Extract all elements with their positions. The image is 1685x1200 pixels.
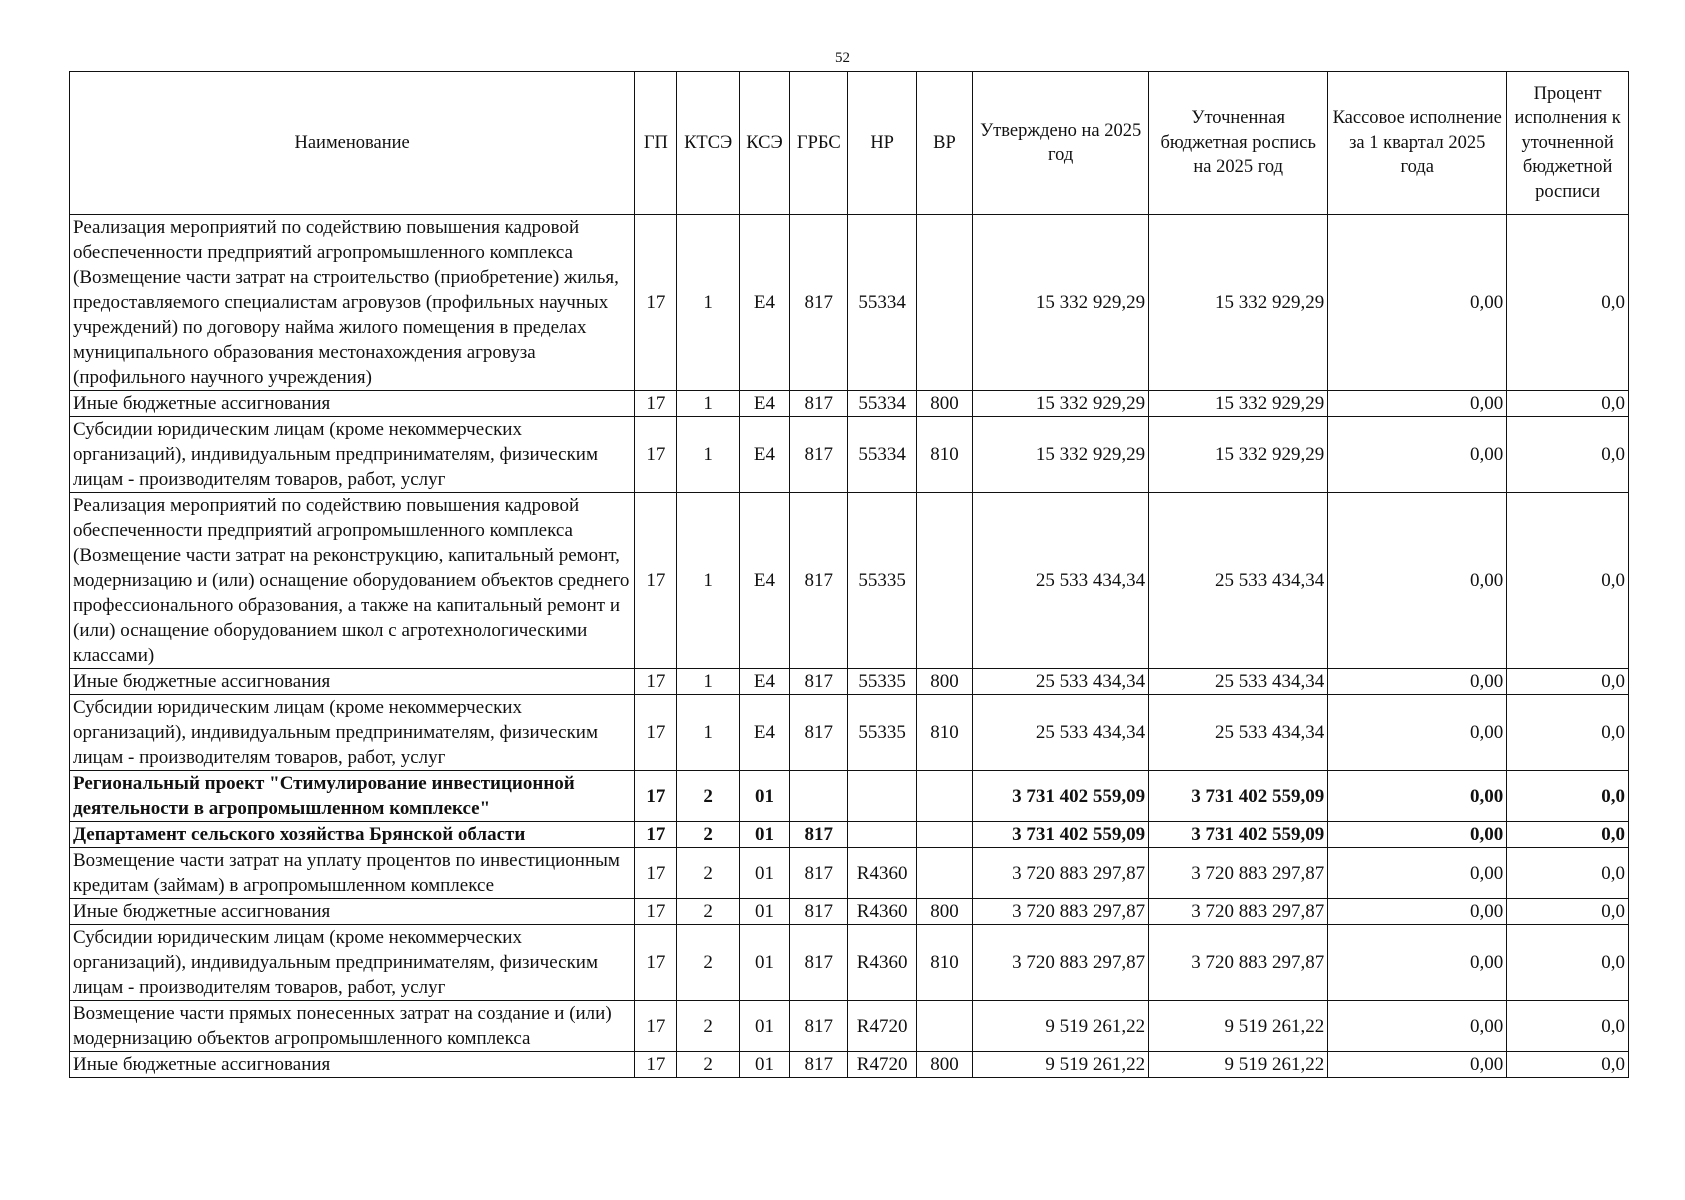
budget-execution-table [69,71,1629,1078]
cell-refined: 3 720 883 297,87 [1149,899,1328,925]
cell-ktse: 2 [677,925,739,1001]
cell-percent: 0,0 [1507,695,1629,771]
cell-refined: 15 332 929,29 [1149,417,1328,493]
cell-approved: 25 533 434,34 [973,493,1149,669]
cell-grbs: 817 [790,391,848,417]
cell-grbs: 817 [790,925,848,1001]
cell-cash: 0,00 [1328,771,1507,822]
cell-kse: Е4 [739,493,789,669]
cell-approved: 25 533 434,34 [973,669,1149,695]
cell-nr: 55334 [848,417,916,493]
table-row [70,215,1629,391]
cell-vr [916,822,972,848]
table-row [70,771,1629,822]
table-row [70,669,1629,695]
cell-approved: 9 519 261,22 [973,1052,1149,1078]
cell-cash: 0,00 [1328,391,1507,417]
cell-nr: 55334 [848,391,916,417]
cell-ktse: 2 [677,899,739,925]
cell-grbs: 817 [790,848,848,899]
header-ktse: КТСЭ [677,72,739,215]
cell-name: Иные бюджетные ассигнования [70,899,635,925]
cell-name: Субсидии юридическим лицам (кроме некоммерческих организаций), индивидуальным предпринимателям, физическим лицам - производителям товаров, работ, услуг [70,925,635,1001]
table-header-row [70,72,1629,215]
cell-approved: 15 332 929,29 [973,391,1149,417]
cell-vr [916,215,972,391]
cell-gp: 17 [635,417,677,493]
cell-kse: Е4 [739,695,789,771]
cell-name: Иные бюджетные ассигнования [70,1052,635,1078]
cell-refined: 3 731 402 559,09 [1149,822,1328,848]
cell-name: Субсидии юридическим лицам (кроме некоммерческих организаций), индивидуальным предпринимателям, физическим лицам - производителям товаров, работ, услуг [70,417,635,493]
cell-approved: 9 519 261,22 [973,1001,1149,1052]
cell-kse: 01 [739,1052,789,1078]
cell-cash: 0,00 [1328,899,1507,925]
cell-kse: 01 [739,822,789,848]
cell-nr: 55335 [848,669,916,695]
cell-grbs: 817 [790,417,848,493]
cell-cash: 0,00 [1328,417,1507,493]
cell-ktse: 1 [677,391,739,417]
cell-ktse: 2 [677,1052,739,1078]
cell-vr [916,771,972,822]
cell-grbs: 817 [790,1001,848,1052]
cell-grbs: 817 [790,899,848,925]
cell-cash: 0,00 [1328,848,1507,899]
cell-vr: 800 [916,899,972,925]
cell-cash: 0,00 [1328,822,1507,848]
cell-kse: 01 [739,899,789,925]
cell-percent: 0,0 [1507,1052,1629,1078]
cell-approved: 15 332 929,29 [973,417,1149,493]
cell-kse: 01 [739,848,789,899]
cell-gp: 17 [635,695,677,771]
cell-percent: 0,0 [1507,417,1629,493]
cell-kse: Е4 [739,669,789,695]
cell-gp: 17 [635,899,677,925]
cell-name: Реализация мероприятий по содействию повышения кадровой обеспеченности предприятий агропромышленного комплекса (Возмещение части затрат на реконструкцию, капитальный ремонт, модернизацию и (или) оснащение оборудованием объектов среднего профессионального образования, а также на капитальный ремонт и (или) оснащение оборудованием школ с агротехнологическими классами) [70,493,635,669]
cell-vr: 810 [916,695,972,771]
cell-name: Иные бюджетные ассигнования [70,669,635,695]
cell-gp: 17 [635,822,677,848]
cell-cash: 0,00 [1328,493,1507,669]
cell-ktse: 2 [677,1001,739,1052]
cell-vr: 800 [916,1052,972,1078]
cell-nr [848,822,916,848]
cell-gp: 17 [635,1052,677,1078]
cell-gp: 17 [635,771,677,822]
cell-nr: R4360 [848,899,916,925]
cell-gp: 17 [635,391,677,417]
cell-percent: 0,0 [1507,493,1629,669]
cell-approved: 3 731 402 559,09 [973,822,1149,848]
cell-refined: 25 533 434,34 [1149,695,1328,771]
cell-refined: 3 720 883 297,87 [1149,925,1328,1001]
cell-grbs: 817 [790,493,848,669]
table-row [70,1052,1629,1078]
cell-nr: 55335 [848,695,916,771]
cell-name: Субсидии юридическим лицам (кроме некоммерческих организаций), индивидуальным предпринимателям, физическим лицам - производителям товаров, работ, услуг [70,695,635,771]
cell-ktse: 1 [677,695,739,771]
cell-grbs: 817 [790,695,848,771]
cell-ktse: 2 [677,822,739,848]
cell-name: Реализация мероприятий по содействию повышения кадровой обеспеченности предприятий агропромышленного комплекса (Возмещение части затрат на строительство (приобретение) жилья, предоставляемого специалистам агровузов (профильных научных учреждений) по договору найма жилого помещения в пределах муниципального образования местонахождения агровуза (профильного научного учреждения) [70,215,635,391]
cell-kse: Е4 [739,391,789,417]
cell-percent: 0,0 [1507,215,1629,391]
cell-refined: 3 720 883 297,87 [1149,848,1328,899]
cell-grbs: 817 [790,1052,848,1078]
cell-kse: 01 [739,1001,789,1052]
cell-approved: 3 720 883 297,87 [973,925,1149,1001]
cell-cash: 0,00 [1328,925,1507,1001]
table-row [70,1001,1629,1052]
header-cash: Кассовое исполнение за 1 квартал 2025 года [1328,72,1507,215]
cell-kse: 01 [739,771,789,822]
cell-ktse: 1 [677,493,739,669]
cell-gp: 17 [635,848,677,899]
cell-percent: 0,0 [1507,391,1629,417]
cell-vr [916,848,972,899]
table-row [70,848,1629,899]
cell-grbs [790,771,848,822]
header-approved: Утверждено на 2025 год [973,72,1149,215]
header-name: Наименование [70,72,635,215]
cell-refined: 25 533 434,34 [1149,493,1328,669]
cell-refined: 9 519 261,22 [1149,1001,1328,1052]
cell-vr: 810 [916,417,972,493]
header-percent: Процент исполнения к уточненной бюджетной росписи [1507,72,1629,215]
cell-percent: 0,0 [1507,925,1629,1001]
page-number: 52 [835,50,850,66]
cell-ktse: 1 [677,215,739,391]
cell-cash: 0,00 [1328,1001,1507,1052]
cell-vr: 800 [916,669,972,695]
cell-approved: 3 720 883 297,87 [973,848,1149,899]
cell-name: Иные бюджетные ассигнования [70,391,635,417]
cell-refined: 25 533 434,34 [1149,669,1328,695]
cell-approved: 3 720 883 297,87 [973,899,1149,925]
table-row [70,695,1629,771]
table-row [70,925,1629,1001]
cell-percent: 0,0 [1507,771,1629,822]
cell-gp: 17 [635,493,677,669]
cell-ktse: 2 [677,848,739,899]
cell-ktse: 2 [677,771,739,822]
cell-vr [916,1001,972,1052]
cell-name: Департамент сельского хозяйства Брянской области [70,822,635,848]
cell-refined: 15 332 929,29 [1149,391,1328,417]
cell-approved: 3 731 402 559,09 [973,771,1149,822]
cell-gp: 17 [635,1001,677,1052]
cell-nr [848,771,916,822]
cell-kse: Е4 [739,417,789,493]
cell-name: Возмещение части затрат на уплату процентов по инвестиционным кредитам (займам) в агропромышленном комплексе [70,848,635,899]
cell-ktse: 1 [677,669,739,695]
cell-grbs: 817 [790,822,848,848]
cell-gp: 17 [635,925,677,1001]
cell-cash: 0,00 [1328,669,1507,695]
table-row [70,417,1629,493]
cell-refined: 15 332 929,29 [1149,215,1328,391]
cell-approved: 15 332 929,29 [973,215,1149,391]
cell-nr: R4720 [848,1001,916,1052]
cell-approved: 25 533 434,34 [973,695,1149,771]
cell-gp: 17 [635,669,677,695]
table-body [70,215,1629,1078]
header-kse: КСЭ [739,72,789,215]
table-row [70,899,1629,925]
cell-percent: 0,0 [1507,1001,1629,1052]
cell-ktse: 1 [677,417,739,493]
cell-vr: 800 [916,391,972,417]
cell-nr: R4360 [848,848,916,899]
cell-cash: 0,00 [1328,1052,1507,1078]
cell-kse: 01 [739,925,789,1001]
cell-cash: 0,00 [1328,695,1507,771]
cell-grbs: 817 [790,669,848,695]
cell-percent: 0,0 [1507,899,1629,925]
cell-percent: 0,0 [1507,822,1629,848]
table-row [70,822,1629,848]
cell-percent: 0,0 [1507,669,1629,695]
cell-percent: 0,0 [1507,848,1629,899]
cell-vr: 810 [916,925,972,1001]
cell-name: Возмещение части прямых понесенных затрат на создание и (или) модернизацию объектов агропромышленного комплекса [70,1001,635,1052]
cell-gp: 17 [635,215,677,391]
header-nr: НР [848,72,916,215]
header-vr: ВР [916,72,972,215]
cell-nr: R4360 [848,925,916,1001]
cell-nr: 55334 [848,215,916,391]
table-row [70,493,1629,669]
cell-refined: 9 519 261,22 [1149,1052,1328,1078]
cell-cash: 0,00 [1328,215,1507,391]
cell-nr: 55335 [848,493,916,669]
header-gp: ГП [635,72,677,215]
cell-refined: 3 731 402 559,09 [1149,771,1328,822]
table-row [70,391,1629,417]
cell-vr [916,493,972,669]
header-refined: Уточненная бюджетная роспись на 2025 год [1149,72,1328,215]
cell-nr: R4720 [848,1052,916,1078]
header-grbs: ГРБС [790,72,848,215]
cell-name: Региональный проект "Стимулирование инвестиционной деятельности в агропромышленном комплексе" [70,771,635,822]
cell-grbs: 817 [790,215,848,391]
cell-kse: Е4 [739,215,789,391]
